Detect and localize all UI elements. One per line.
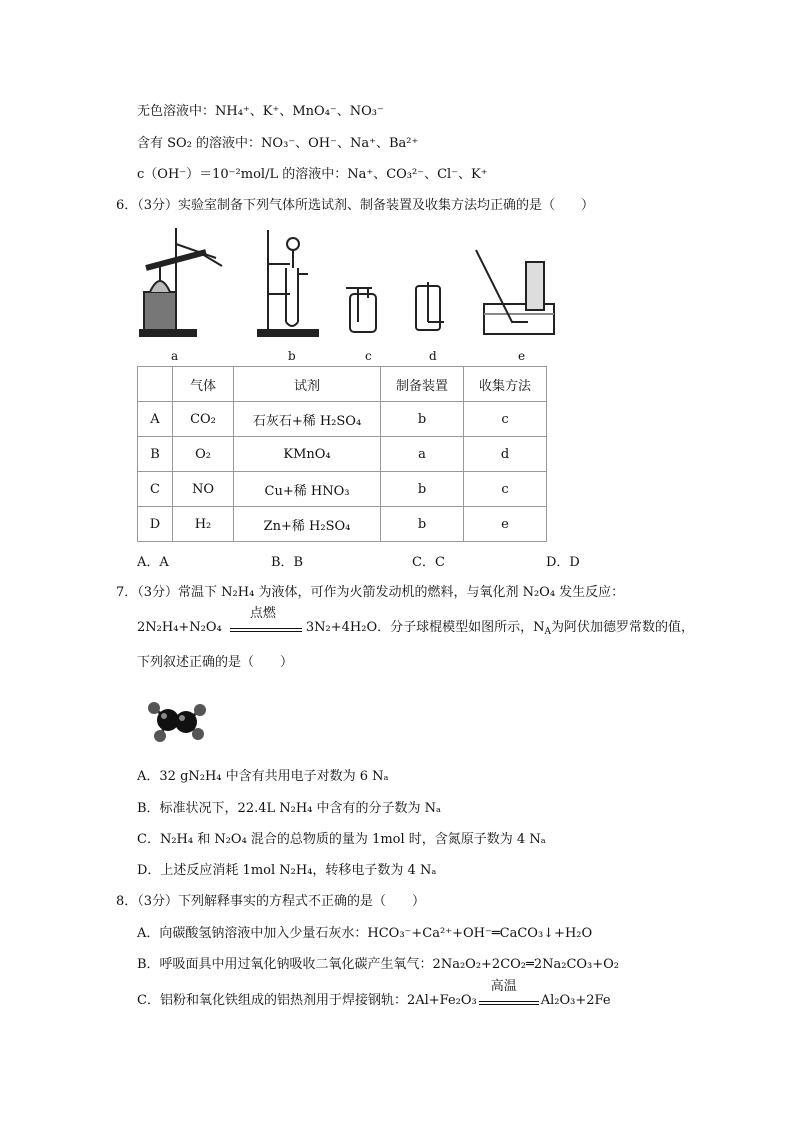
table-header-row bbox=[138, 367, 547, 402]
table-cell: NO bbox=[173, 472, 234, 507]
table-header-cell: 制备装置 bbox=[381, 367, 464, 402]
q7-eq-left: 2N₂H₄+N₂O₄ bbox=[137, 620, 222, 635]
q6-answer-a: A．A bbox=[137, 555, 169, 570]
table-cell: CO₂ bbox=[173, 402, 234, 437]
q6-table bbox=[137, 366, 547, 542]
q7-molecule-model-icon bbox=[138, 692, 218, 748]
table-row bbox=[138, 402, 547, 437]
table-cell: A bbox=[138, 402, 173, 437]
q6-answer-d: D．D bbox=[546, 555, 580, 570]
q7-stem: 7．（3分）常温下 N₂H₄ 为液体，可作为火箭发动机的燃料，与氧化剂 N₂O₄ 发生反应： bbox=[116, 585, 625, 600]
table-cell: d bbox=[464, 437, 547, 472]
table-cell: e bbox=[464, 507, 547, 542]
apparatus-e-icon bbox=[476, 250, 554, 334]
table-cell: B bbox=[138, 437, 173, 472]
q8-stem: 8．（3分）下列解释事实的方程式不正确的是（ ） bbox=[116, 894, 426, 909]
table-header-cell: 试剂 bbox=[234, 367, 381, 402]
q6-apparatus-figure bbox=[136, 222, 556, 344]
table-row bbox=[138, 507, 547, 542]
q8-eq-condition: 高温 bbox=[490, 979, 517, 994]
q7-option-c: C．N₂H₄ 和 N₂O₄ 混合的总物质的量为 1mol 时，含氮原子数为 4 Nₐ bbox=[137, 832, 546, 847]
q5-option-d-text: c（OH⁻）＝10⁻²mol/L 的溶液中：Na⁺、CO₃²⁻、Cl⁻、K⁺ bbox=[137, 167, 488, 182]
q8-option-a: A．向碳酸氢钠溶液中加入少量石灰水：HCO₃⁻+Ca²⁺+OH⁻═CaCO₃↓+H₂O bbox=[137, 926, 593, 941]
table-cell: c bbox=[464, 402, 547, 437]
table-cell: C bbox=[138, 472, 173, 507]
table-row bbox=[138, 472, 547, 507]
table-cell: H₂ bbox=[173, 507, 234, 542]
apparatus-label-b: b bbox=[288, 349, 296, 363]
table-cell: a bbox=[381, 437, 464, 472]
table-header-cell: 气体 bbox=[173, 367, 234, 402]
table-row bbox=[138, 437, 547, 472]
q7-eq-na-sub: A bbox=[544, 627, 552, 637]
table-cell: D bbox=[138, 507, 173, 542]
table-cell: c bbox=[464, 472, 547, 507]
table-cell: 石灰石+稀 H₂SO₄ bbox=[234, 402, 381, 437]
apparatus-d-icon bbox=[416, 282, 444, 330]
q8-option-b: B．呼吸面具中用过氧化钠吸收二氧化碳产生氧气：2Na₂O₂+2CO₂═2Na₂CO₃+O₂ bbox=[137, 957, 620, 972]
table-cell: Cu+稀 HNO₃ bbox=[234, 472, 381, 507]
table-cell: b bbox=[381, 507, 464, 542]
apparatus-label-c: c bbox=[365, 349, 372, 363]
apparatus-label-a: a bbox=[171, 349, 179, 363]
q5-option-b bbox=[137, 103, 384, 121]
apparatus-b-icon bbox=[258, 230, 318, 336]
q8-option-c bbox=[137, 979, 611, 1010]
q7-equation bbox=[137, 606, 695, 641]
q7-option-d: D．上述反应消耗 1mol N₂H₄，转移电子数为 4 Nₐ bbox=[137, 863, 437, 878]
table-cell: KMnO₄ bbox=[234, 437, 381, 472]
q6-answer-c: C．C bbox=[412, 555, 445, 570]
q7-option-b: B．标准状况下，22.4L N₂H₄ 中含有的分子数为 Nₐ bbox=[137, 801, 442, 816]
q5-option-c bbox=[137, 135, 418, 153]
table-header-cell: 收集方法 bbox=[464, 367, 547, 402]
q7-eq-tail: 为阿伏加德罗常数的值， bbox=[551, 620, 695, 635]
apparatus-c-icon bbox=[346, 288, 376, 332]
q8-eq-arrow bbox=[477, 979, 541, 1010]
table-cell: O₂ bbox=[173, 437, 234, 472]
q6-stem: 6．（3分）实验室制备下列气体所选试剂、制备装置及收集方法均正确的是（ ） bbox=[116, 198, 595, 213]
q8-option-c-right: Al₂O₃+2Fe bbox=[540, 993, 611, 1008]
q7-eq-condition: 点燃 bbox=[249, 606, 276, 621]
apparatus-label-e: e bbox=[518, 349, 526, 363]
table-cell: Zn+稀 H₂SO₄ bbox=[234, 507, 381, 542]
q6-answer-b: B．B bbox=[271, 555, 304, 570]
q5-option-b-text: 无色溶液中：NH₄⁺、K⁺、MnO₄⁻、NO₃⁻ bbox=[137, 104, 384, 119]
table-header-cell bbox=[138, 367, 173, 402]
q5-option-d bbox=[137, 166, 488, 184]
q8-option-c-left: C．铝粉和氧化铁组成的铝热剂用于焊接钢轨：2Al+Fe₂O₃ bbox=[137, 993, 477, 1008]
table-cell: b bbox=[381, 402, 464, 437]
q7-stem-2: 下列叙述正确的是（ ） bbox=[137, 655, 294, 670]
table-cell: b bbox=[381, 472, 464, 507]
q7-eq-right: 3N₂+4H₂O．分子球棍模型如图所示，N bbox=[305, 620, 545, 635]
q7-eq-arrow bbox=[226, 606, 306, 637]
q7-option-a: A．32 gN₂H₄ 中含有共用电子对数为 6 Nₐ bbox=[137, 769, 389, 784]
apparatus-a-icon bbox=[140, 228, 222, 336]
apparatus-label-d: d bbox=[429, 349, 437, 363]
q5-option-c-text: 含有 SO₂ 的溶液中：NO₃⁻、OH⁻、Na⁺、Ba²⁺ bbox=[137, 136, 419, 151]
